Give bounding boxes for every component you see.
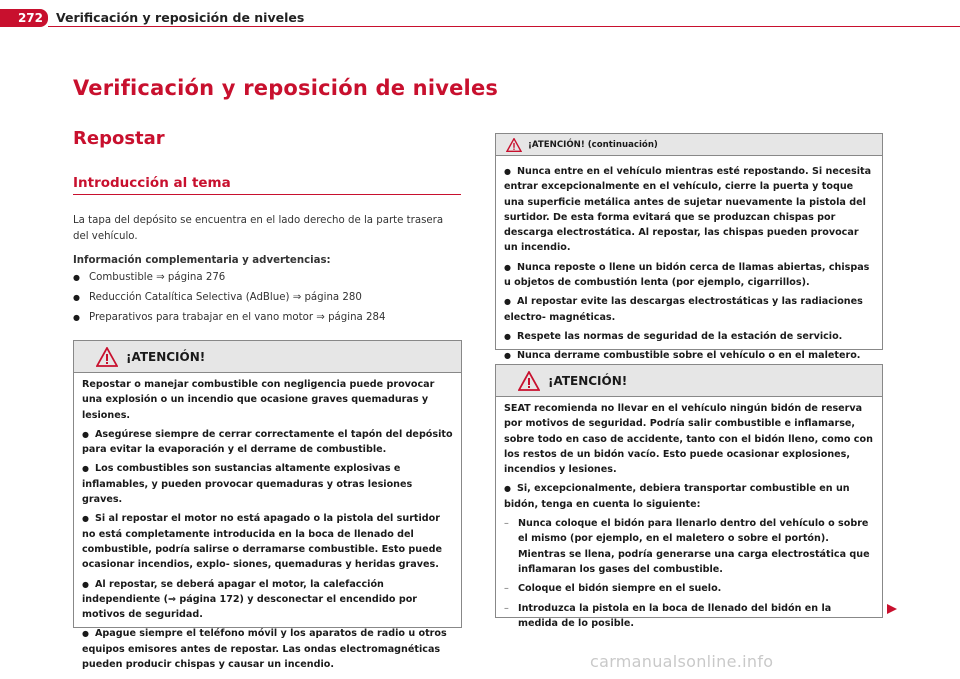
warning-intro: SEAT recomienda no llevar en el vehículo ningún bidón de reserva por motivos de seguridad. Podría salir combustible e inflamarse, sobre todo en caso de accidente, tanto con el bidón lleno, como con los restos de un bidón vacío. Esto puede ocasionar explosiones, incendios y lesiones. [504, 403, 873, 476]
bullet-dot-icon: ● [504, 331, 511, 341]
bullet-dot-icon: ● [504, 167, 511, 176]
warning-label: ¡ATENCIÓN! (continuación) [528, 139, 658, 150]
warning-bullet: ● Nunca entre en el vehículo mientras esté repostando. Si necesita entrar excepcionalmente en el vehículo, cierre la puerta y toque una superficie metálica antes de sujetar nuevamente la pistola del surtidor. De esta forma evitará que se produzcan chispas por descarga electrostática. Al repostar, las chispas pueden provocar un incendio. [504, 166, 872, 254]
subsection-rule [73, 194, 461, 195]
info-heading: Información complementaria y advertencias: [73, 255, 331, 266]
warning-intro: Repostar o manejar combustible con negligencia puede provocar una explosión o un incendio que ocasione graves quemaduras y lesiones. [82, 379, 435, 421]
bullet-dot-icon: ● [504, 484, 511, 494]
warning-box-refuelling [73, 340, 462, 671]
warning-body [74, 373, 461, 678]
warning-header [496, 365, 882, 397]
bullet-dot-icon: ● [504, 297, 511, 307]
header-rule [48, 26, 960, 27]
bullet-dot-icon: ● [82, 579, 89, 589]
warning-bullet: ● Asegúrese siempre de cerrar correctamente el tapón del depósito para evitar la evaporación y el derrame de combustible. [82, 428, 453, 456]
warning-dash-item: – Coloque el bidón siempre en el suelo. [504, 581, 874, 596]
warning-dash-item: – Nunca coloque el bidón para llenarlo dentro del vehículo o sobre el mismo (por ejemplo, en el maletero o sobre el portón). Mientras se llena, podría generarse una carga electrostática que inflamaran los gases del combustible. [504, 516, 874, 577]
warning-bullet: ● Al repostar, se deberá apagar el motor, la calefacción independiente (⇒ página 172) y desconectar el encendido por motivos de seguridad. [82, 578, 418, 621]
warning-bullet: ● Respete las normas de seguridad de la estación de servicio. [504, 330, 843, 342]
bullet-dot-icon: ● [504, 351, 511, 361]
warning-body [496, 397, 882, 637]
page-number: 272 [0, 9, 48, 27]
warning-bullet: ● Los combustibles son sustancias altamente explosivas e inflamables, y pueden provocar quemaduras y otras lesiones graves. [82, 463, 413, 506]
bullet-dot-icon: ● [82, 514, 89, 524]
page-header [0, 0, 960, 28]
warning-label: ¡ATENCIÓN! [548, 373, 628, 388]
warning-bullet: ● Apague siempre el teléfono móvil y los aparatos de radio u otros equipos emisores antes de repostar. Las ondas electromagnéticas pueden producir chispas y causar un incendio. [82, 628, 447, 671]
warning-triangle-icon [518, 371, 540, 391]
warning-bullet: ● Nunca reposte o llene un bidón cerca de llamas abiertas, chispas u objetos de combustión lenta (por ejemplo, cigarrillos). [504, 261, 870, 289]
running-title: Verificación y reposición de niveles [56, 10, 305, 25]
info-list [73, 270, 461, 330]
warning-triangle-icon [96, 347, 118, 367]
bullet-dot-icon: ● [82, 429, 89, 439]
info-item-fuel[interactable]: ● Combustible ⇒ página 276 [73, 270, 461, 286]
chapter-title: Verificación y reposición de niveles [73, 76, 499, 100]
bullet-dot-icon: ● [504, 262, 511, 272]
warning-bullet: ● Si al repostar el motor no está apagado o la pistola del surtidor no está completamente introducida en la boca de llenado del combustible, podría salirse o derramarse combustible. Esto puede ocasionar incendios, explo- siones, quemaduras y heridas graves. [82, 513, 442, 571]
warning-triangle-icon [506, 138, 522, 152]
subsection-title: Introducción al tema [73, 175, 231, 191]
warning-bullet: ● Al repostar evite las descargas electrostáticas y las radiaciones electro- magnéticas. [504, 296, 863, 323]
continue-arrow-icon [885, 601, 899, 615]
info-item-engine-bay[interactable]: ● Preparativos para trabajar en el vano motor ⇒ página 284 [73, 310, 461, 326]
section-title: Repostar [73, 128, 165, 149]
intro-paragraph: La tapa del depósito se encuentra en el lado derecho de la parte trasera del vehículo. [73, 215, 444, 242]
warning-box-jerrycan [495, 364, 883, 629]
warning-bullet: ● Nunca derrame combustible sobre el vehículo o en el maletero. [504, 350, 861, 362]
warning-label: ¡ATENCIÓN! [126, 349, 206, 364]
bullet-dot-icon: ● [82, 629, 89, 639]
info-item-adblue[interactable]: ● Reducción Catalítica Selectiva (AdBlue) ⇒ página 280 [73, 290, 461, 306]
warning-bullet: ● Si, excepcionalmente, debiera transportar combustible en un bidón, tenga en cuenta lo siguiente: [504, 483, 850, 510]
watermark: carmanualsonline.info [590, 652, 774, 671]
warning-box-continuation [495, 133, 883, 362]
warning-header [496, 134, 882, 156]
warning-body [496, 156, 882, 370]
bullet-dot-icon: ● [82, 464, 89, 474]
warning-dash-item: – Introduzca la pistola en la boca de llenado del bidón en la medida de lo posible. [504, 601, 874, 632]
warning-header [74, 341, 461, 373]
